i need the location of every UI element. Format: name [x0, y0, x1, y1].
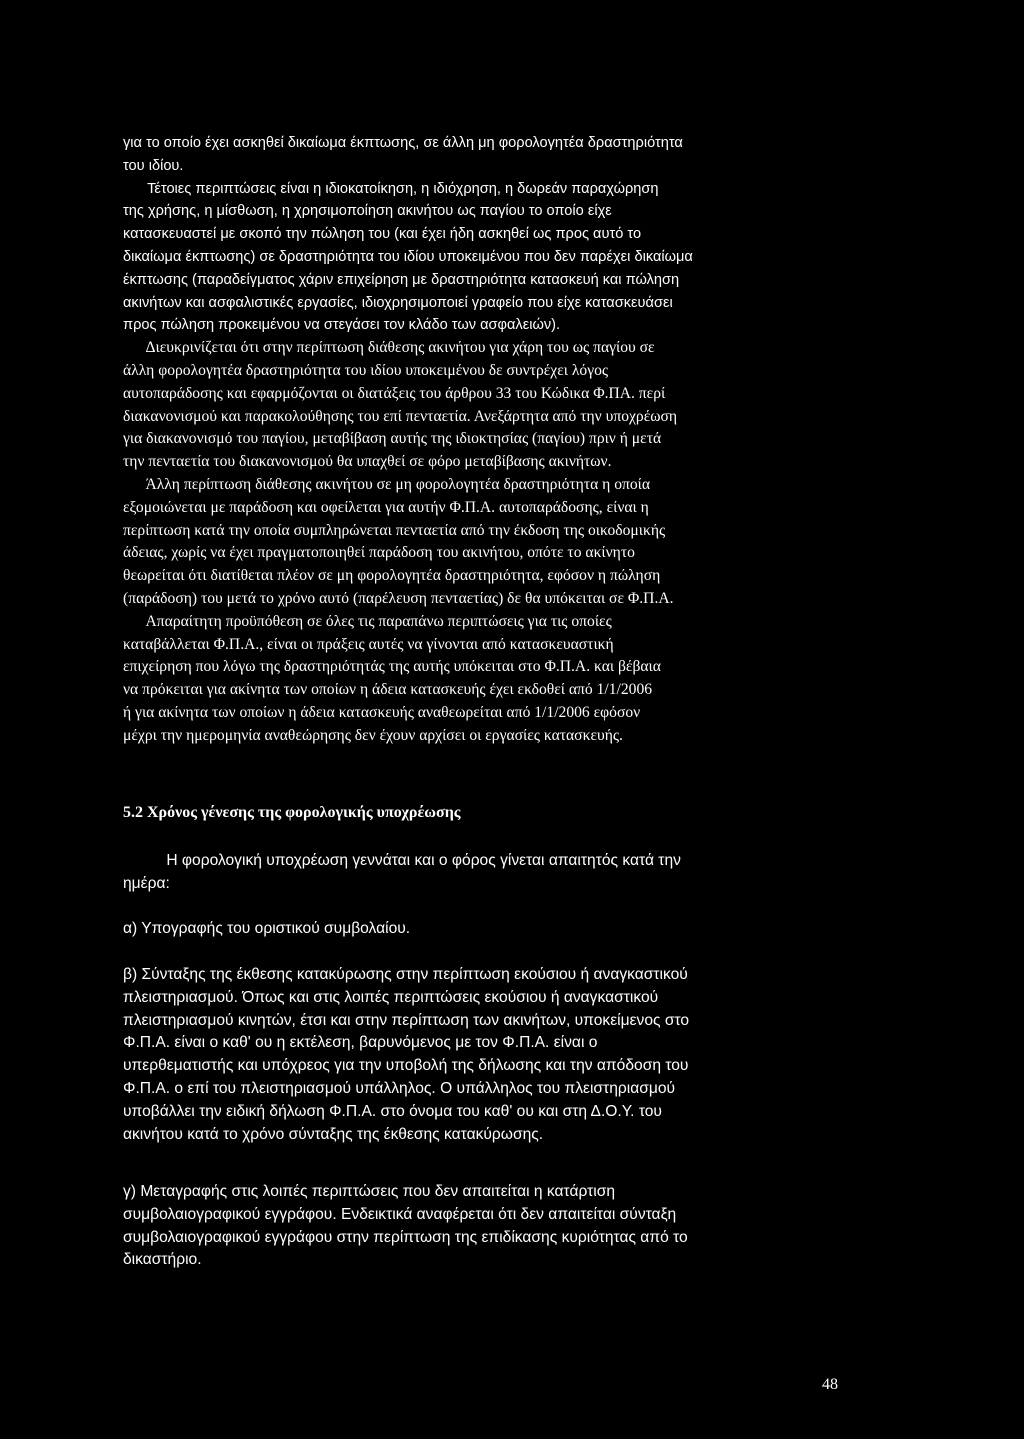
text-line: συμβολαιογραφικού εγγράφου στην περίπτωση της επιδίκασης κυριότητας από το [123, 1228, 688, 1246]
text-line: να πρόκειται για ακίνητα των οποίων η άδεια κατασκευής έχει εκδοθεί από 1/1/2006 [123, 681, 653, 699]
text-line: πλειστηριασμού. Όπως και στις λοιπές περιπτώσεις εκούσιου ή αναγκαστικού [123, 988, 659, 1006]
section-heading: 5.2 Χρόνος γένεσης της φορολογικής υποχρέωσης [123, 804, 461, 821]
list-item-c [123, 1181, 883, 1272]
text-line: α) Υπογραφής του οριστικού συμβολαίου. [123, 920, 411, 937]
intro-paragraph [123, 850, 883, 896]
text-line: Φ.Π.Α. ο επί του πλειστηριασμού υπάλληλος. Ο υπάλληλος του πλειστηριασμού [123, 1079, 676, 1097]
text-line: δικαίωμα έκπτωσης) σε δραστηριότητα του ιδίου υποκειμένου που δεν παρέχει δικαίωμα [123, 248, 693, 265]
text-line: Άλλη περίπτωση διάθεσης ακινήτου σε μη φορολογητέα δραστηριότητα η οποία [123, 475, 651, 493]
page-number: 48 [822, 1376, 838, 1393]
text-line: του ιδίου. [123, 157, 184, 174]
text-line: Διευκρινίζεται ότι στην περίπτωση διάθεσης ακινήτου για χάρη του ως παγίου σε [123, 339, 655, 357]
text-line: ή για ακίνητα των οποίων η άδεια κατασκευής αναθεωρείται από 1/1/2006 εφόσον [123, 703, 641, 721]
text-line: Απαραίτητη προϋπόθεση σε όλες τις παραπάνω περιπτώσεις για τις οποίες [123, 612, 612, 630]
text-line: ακινήτων και ασφαλιστικές εργασίες, ιδιοχρησιμοποιεί γραφείο που είχε κατασκευάσει [123, 294, 673, 311]
text-line: επιχείρηση που λόγω της δραστηριότητάς της αυτής υπόκειται στο Φ.Π.Α. και βέβαια [123, 658, 661, 676]
text-line: υποβάλλει την ειδική δήλωση Φ.Π.Α. στο όνομα του καθ' ου και στη Δ.Ο.Υ. του [123, 1102, 662, 1120]
text-line: έκπτωσης (παραδείγματος χάριν επιχείρηση με δραστηριότητα κατασκευή και πώληση [123, 271, 680, 288]
text-line: Η φορολογική υποχρέωση γεννάται και ο φόρος γίνεται απαιτητός κατά την [123, 852, 681, 869]
text-line: ημέρα: [123, 874, 170, 892]
list-item-a [123, 918, 883, 941]
text-line: αυτοπαράδοσης και εφαρμόζονται οι διατάξεις του άρθρου 33 του Κώδικα Φ.ΠΑ. περί [123, 384, 666, 402]
text-line: ακινήτου κατά το χρόνο σύνταξης της έκθεσης κατακύρωσης. [123, 1125, 544, 1143]
text-line: της χρήσης, η μίσθωση, η χρησιμοποίηση ακινήτου ως παγίου το οποίο είχε [123, 203, 612, 220]
text-line: άλλη φορολογητέα δραστηριότητα του ιδίου υποκειμένου δε συντρέχει λόγος [123, 361, 609, 379]
text-line: εξομοιώνεται με παράδοση και οφείλεται για αυτήν Φ.Π.Α. αυτοπαράδοσης, είναι η [123, 498, 649, 516]
text-line: δικαστήριο. [123, 1251, 202, 1269]
text-line: Τέτοιες περιπτώσεις είναι η ιδιοκατοίκηση, η ιδιόχρηση, η δωρεάν παραχώρηση [123, 180, 659, 197]
text-line: καταβάλλεται Φ.Π.Α., είναι οι πράξεις αυτές να γίνονται από κατασκευαστική [123, 635, 614, 653]
paragraph-1 [123, 132, 873, 337]
text-line: θεωρείται ότι διατίθεται πλέον σε μη φορολογητέα δραστηριότητα, εφόσον η πώληση [123, 567, 661, 585]
text-line: για το οποίο έχει ασκηθεί δικαίωμα έκπτωσης, σε άλλη μη φορολογητέα δραστηριότητα [123, 135, 683, 151]
list-item-b [123, 964, 883, 1146]
text-line: υπερθεματιστής και υπόχρεος για την υποβολή της δήλωσης και την απόδοση του [123, 1057, 689, 1075]
body-text-upper [123, 132, 873, 748]
text-line: γ) Μεταγραφής στις λοιπές περιπτώσεις που δεν απαιτείται η κατάρτιση [123, 1183, 616, 1200]
text-line: διακανονισμού και παρακολούθησης του επί πενταετία. Ανεξάρτητα από την υποχρέωση [123, 407, 678, 425]
text-line: πλειστηριασμού κινητών, έτσι και στην περίπτωση των ακινήτων, υποκείμενος στο [123, 1011, 690, 1029]
text-line: κατασκευαστεί με σκοπό την πώληση του (και έχει ήδη ασκηθεί ως προς αυτό το [123, 226, 642, 243]
text-line: για διακανονισμό του παγίου, μεταβίβαση αυτής της ιδιοκτησίας (παγίου) πριν ή μετά [123, 430, 662, 448]
text-line: β) Σύνταξης της έκθεσης κατακύρωσης στην περίπτωση εκούσιου ή αναγκαστικού [123, 966, 688, 983]
text-line: άδειας, χωρίς να έχει πραγματοποιηθεί παράδοση του ακινήτου, οπότε το ακίνητο [123, 544, 635, 562]
text-line: Φ.Π.Α. είναι ο καθ' ου η εκτέλεση, βαρυνόμενος με τον Φ.Π.Α. είναι ο [123, 1034, 598, 1052]
text-line: συμβολαιογραφικού εγγράφου. Ενδεικτικά αναφέρεται ότι δεν απαιτείται σύνταξη [123, 1205, 677, 1223]
text-line: (παράδοση) του μετά το χρόνο αυτό (παρέλευση πενταετίας) δε θα υπόκειται σε Φ.Π.Α. [123, 589, 674, 607]
text-line: την πενταετία του διακανονισμού θα υπαχθεί σε φόρο μεταβίβασης ακινήτων. [123, 453, 612, 471]
paragraph-2 [123, 337, 873, 747]
text-line: περίπτωση κατά την οποία συμπληρώνεται πενταετία από την έκδοση της οικοδομικής [123, 521, 666, 539]
text-line: προς πώληση προκειμένου να στεγάσει τον κλάδο των ασφαλειών). [123, 317, 561, 334]
text-line: μέχρι την ημερομηνία αναθεώρησης δεν έχουν αρχίσει οι εργασίες κατασκευής. [123, 726, 623, 744]
